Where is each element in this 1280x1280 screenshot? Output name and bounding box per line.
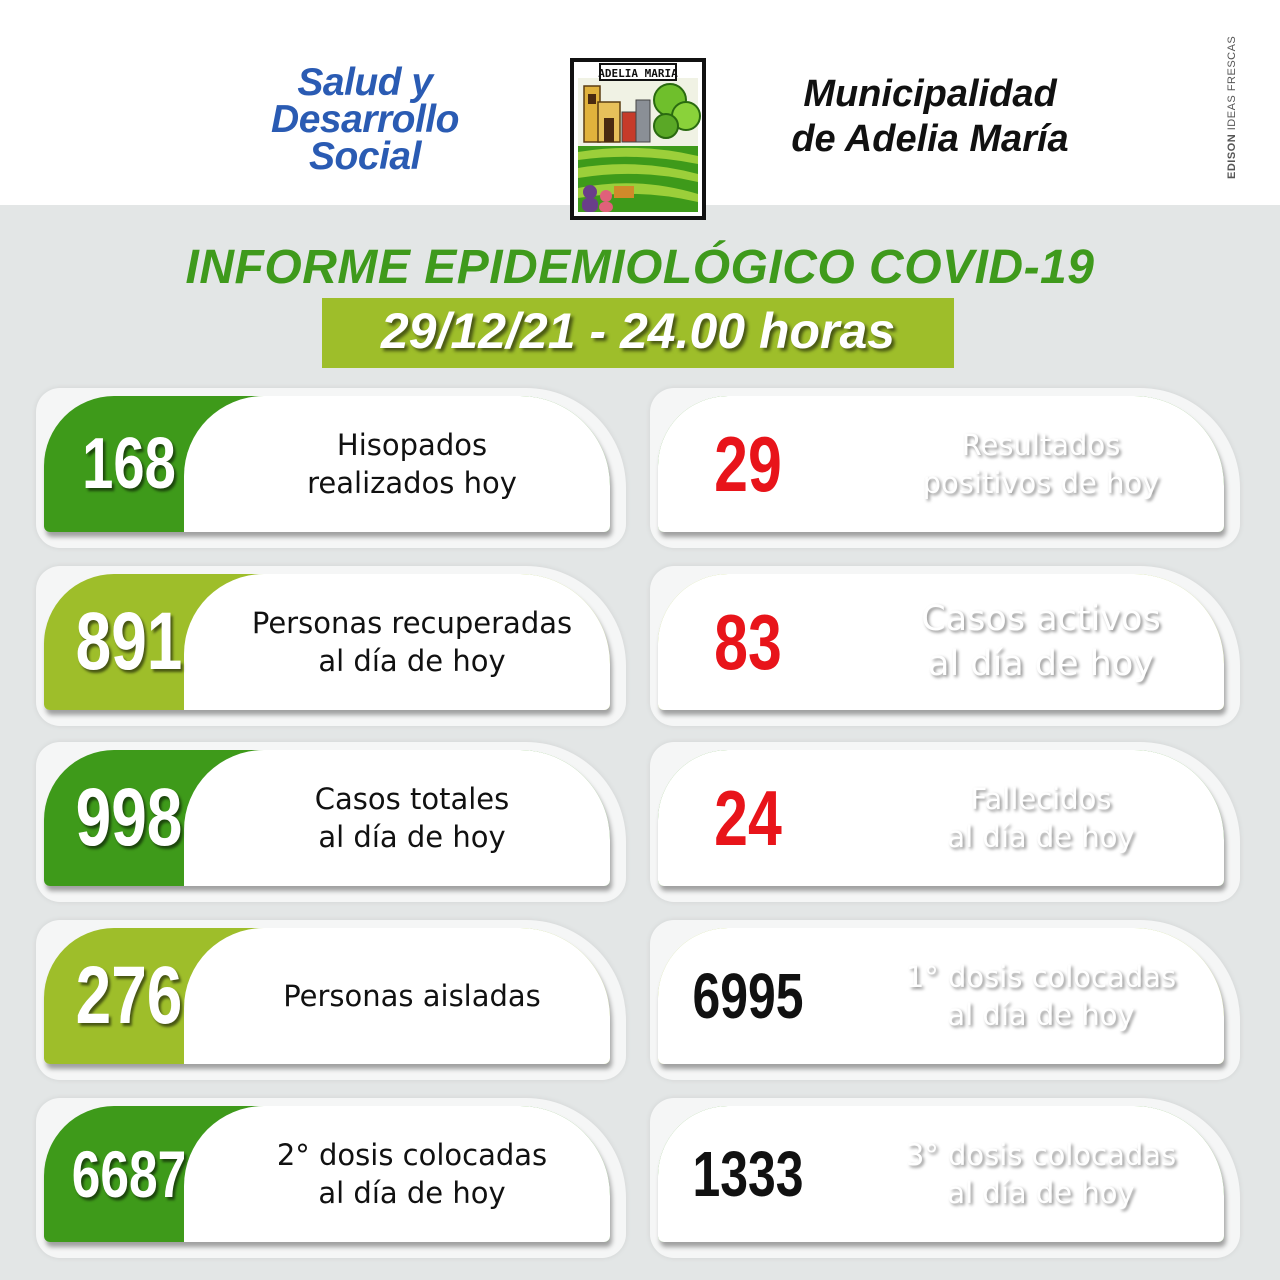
stat-label-line: realizados hoy (307, 466, 517, 500)
stat-value: 6687 (71, 1137, 187, 1211)
stat-card-isolated (36, 920, 626, 1080)
stat-label (858, 928, 1224, 1064)
muni-line-2: de Adelia María (791, 118, 1069, 160)
stat-value: 29 (714, 419, 782, 508)
stat-card-positives (650, 388, 1240, 548)
stat-card-swabs (36, 388, 626, 548)
salud-logo-text (250, 61, 480, 178)
stat-label (214, 750, 610, 886)
adelia-maria-crest-logo (568, 56, 708, 222)
stat-label-line: Hisopados (336, 427, 488, 462)
stat-label-line: positivos de hoy (922, 466, 1160, 500)
stat-card-recovered (36, 566, 626, 726)
stat-value: 6995 (692, 960, 804, 1032)
stat-card-active-cases (650, 566, 1240, 726)
stat-card-third-dose (650, 1098, 1240, 1258)
stat-label-line: 1° dosis colocadas (905, 959, 1177, 994)
stat-label (858, 750, 1224, 886)
stat-label-line: al día de hoy (318, 1176, 506, 1210)
stat-label-line: 3° dosis colocadas (905, 1137, 1177, 1172)
stat-card-second-dose (36, 1098, 626, 1258)
stat-label-line: al día de hoy (947, 820, 1135, 854)
stat-label (858, 574, 1224, 710)
stat-label (214, 1106, 610, 1242)
stat-label-line: Personas aisladas (283, 978, 541, 1013)
stat-label (214, 396, 610, 532)
stat-card-first-dose (650, 920, 1240, 1080)
date-banner (322, 298, 954, 368)
salud-line-1: Salud y (297, 61, 433, 104)
stat-label (858, 396, 1224, 532)
stat-value: 168 (82, 424, 176, 504)
credit-rest: IDEAS FRESCAS (1226, 35, 1238, 130)
salud-line-2: Desarrollo (271, 98, 459, 141)
stat-label-line: Casos totales (314, 781, 510, 816)
report-title: INFORME EPIDEMIOLÓGICO COVID-19 (185, 241, 1095, 294)
stat-label-line: al día de hoy (928, 644, 1154, 684)
stat-card-deceased (650, 742, 1240, 902)
designer-credit (1226, 22, 1242, 192)
stat-label-line: Personas recuperadas (251, 605, 573, 640)
stat-label (858, 1106, 1224, 1242)
stat-label (214, 928, 610, 1064)
stat-value: 83 (714, 597, 782, 686)
stat-value: 891 (75, 596, 183, 687)
stat-label-line: al día de hoy (947, 998, 1135, 1032)
report-date: 29/12/21 - 24.00 horas (380, 303, 896, 359)
stat-value: 276 (75, 950, 183, 1041)
stat-label-line: 2° dosis colocadas (276, 1137, 548, 1172)
stat-value: 24 (714, 773, 782, 862)
muni-line-1: Municipalidad (803, 73, 1057, 115)
stat-label-line: Casos activos (921, 598, 1161, 639)
stat-label (214, 574, 610, 710)
stat-label-line: al día de hoy (318, 820, 506, 854)
header (0, 0, 1280, 205)
stat-value: 1333 (692, 1138, 804, 1210)
stat-label-line: Fallecidos (970, 781, 1112, 816)
stat-label-line: Resultados (961, 427, 1121, 462)
stat-label-line: al día de hoy (947, 1176, 1135, 1210)
stat-card-total-cases (36, 742, 626, 902)
svg-text:ADELIA MARIA: ADELIA MARIA (598, 67, 678, 80)
credit-bold: EDISON (1226, 133, 1238, 179)
stat-value: 998 (75, 772, 183, 863)
municipality-name (760, 72, 1100, 162)
stat-label-line: al día de hoy (318, 644, 506, 678)
salud-line-3: Social (309, 135, 421, 178)
